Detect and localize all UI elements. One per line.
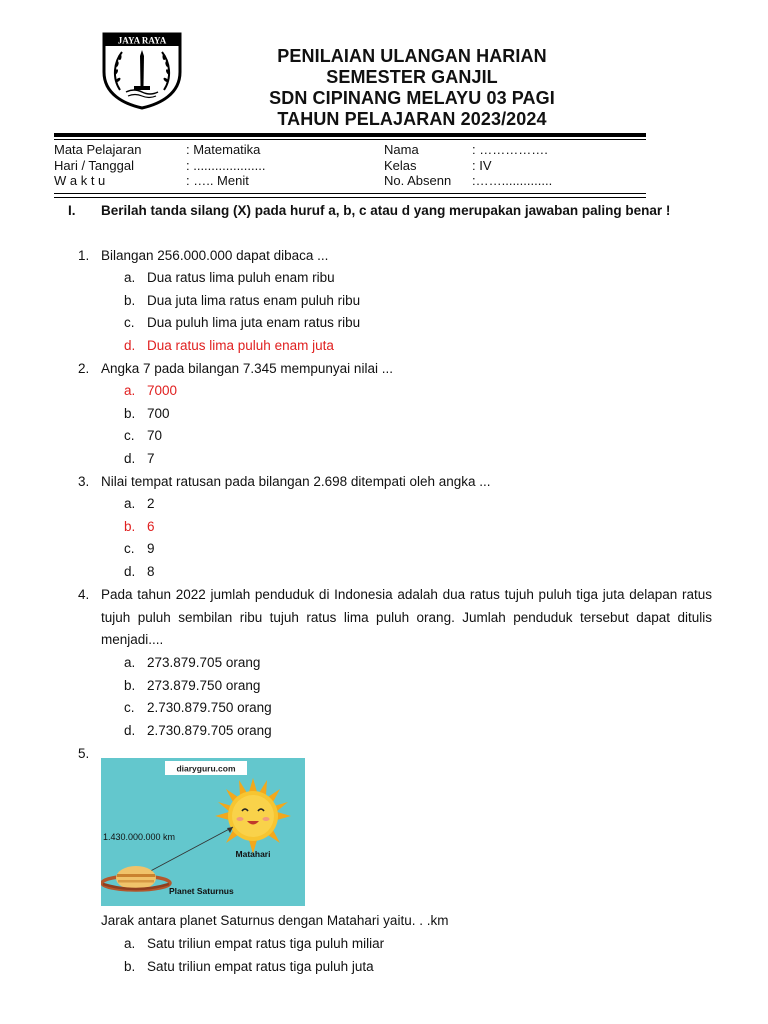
info-divider-2	[54, 197, 646, 198]
option-letter: a.	[124, 655, 136, 670]
info-value: : IV	[472, 157, 492, 173]
option-text: 273.879.705 orang	[147, 655, 261, 670]
option-letter: b.	[124, 678, 136, 693]
info-value: :……..............	[472, 173, 553, 188]
option-text: Dua ratus lima puluh enam juta	[147, 338, 334, 353]
info-label: Kelas	[384, 157, 417, 173]
option-text: 2.730.879.705 orang	[147, 723, 272, 738]
option-letter: a.	[124, 270, 136, 285]
info-label: Mata Pelajaran	[54, 142, 142, 157]
info-value: : ....................	[186, 157, 266, 173]
option-letter: c.	[124, 541, 135, 556]
info-label: Nama	[384, 142, 419, 157]
option-letter: a.	[124, 496, 136, 511]
option-text: 273.879.750 orang	[147, 678, 261, 693]
school-logo	[98, 28, 186, 110]
option-letter: d.	[124, 564, 136, 579]
option-letter: c.	[124, 700, 135, 715]
title-line: PENILAIAN ULANGAN HARIAN	[277, 46, 547, 66]
info-label: Hari / Tanggal	[54, 157, 134, 173]
title-line: SDN CIPINANG MELAYU 03 PAGI	[269, 88, 555, 108]
option-text: 9	[147, 541, 155, 556]
option-letter: b.	[124, 406, 136, 421]
info-label: No. Absenn	[384, 173, 452, 188]
question-number: 3.	[78, 474, 90, 489]
info-row	[54, 158, 654, 174]
option-letter: b.	[124, 293, 136, 308]
sun-label: Matahari	[235, 849, 271, 859]
option-letter: d.	[124, 338, 136, 353]
exam-title	[200, 46, 624, 130]
option-text: Dua ratus lima puluh enam ribu	[147, 270, 335, 285]
figure-source-label: diaryguru.com	[176, 763, 236, 774]
question-text: Jarak antara planet Saturnus dengan Matahari yaitu. . .km	[101, 913, 449, 928]
option-text: Satu triliun empat ratus tiga puluh miliar	[147, 936, 385, 951]
option-text: Dua puluh lima juta enam ratus ribu	[147, 315, 361, 330]
option-text: Satu triliun empat ratus tiga puluh juta	[147, 959, 374, 974]
option-text: 7	[147, 451, 155, 466]
question-number: 4.	[78, 587, 90, 602]
svg-text:JAYA RAYA: JAYA RAYA	[117, 35, 167, 46]
header-divider	[54, 133, 646, 137]
question-text: Pada tahun 2022 jumlah penduduk di Indonesia adalah dua ratus tujuh puluh tiga juta delapan ratus tujuh puluh sembilan ribu tujuh ratus lima puluh orang. Jumlah penduduk tersebut dapat ditulis menjadi....	[101, 587, 712, 647]
question-number: 1.	[78, 248, 90, 263]
info-row	[54, 173, 654, 189]
info-value: : ….. Menit	[186, 173, 249, 188]
planet-label: Planet Saturnus	[169, 886, 234, 896]
question-number: 2.	[78, 361, 90, 376]
option-text: 2	[147, 496, 155, 511]
option-letter: a.	[124, 383, 136, 398]
option-letter: d.	[124, 451, 136, 466]
option-letter: c.	[124, 315, 135, 330]
distance-label: 1.430.000.000 km	[103, 832, 176, 842]
option-text: 6	[147, 519, 155, 534]
info-value: : Matematika	[186, 142, 261, 157]
option-letter: d.	[124, 723, 136, 738]
student-info	[54, 142, 654, 189]
question-text: Bilangan 256.000.000 dapat dibaca ...	[101, 248, 329, 263]
option-text: Dua juta lima ratus enam puluh ribu	[147, 293, 361, 308]
option-text: 7000	[147, 383, 178, 398]
option-text: 8	[147, 564, 155, 579]
option-letter: c.	[124, 428, 135, 443]
option-letter: a.	[124, 936, 136, 951]
option-letter: b.	[124, 519, 136, 534]
header-divider-thin	[54, 139, 646, 140]
saturn-sun-illustration	[101, 758, 305, 906]
info-value: : …………….	[472, 142, 548, 157]
title-line: TAHUN PELAJARAN 2023/2024	[277, 109, 547, 129]
info-label: W a k t u	[54, 173, 106, 188]
title-line: SEMESTER GANJIL	[326, 67, 498, 87]
info-divider	[54, 193, 646, 194]
section-text: Berilah tanda silang (X) pada huruf a, b, c atau d yang merupakan jawaban paling benar !	[101, 203, 671, 218]
question-text: Nilai tempat ratusan pada bilangan 2.698 ditempati oleh angka ...	[101, 474, 491, 489]
option-letter: b.	[124, 959, 136, 974]
info-row	[54, 142, 654, 158]
option-text: 70	[147, 428, 163, 443]
question-text: Angka 7 pada bilangan 7.345 mempunyai nilai ...	[101, 361, 393, 376]
section-number: I.	[68, 203, 76, 218]
question-number: 5.	[78, 746, 90, 761]
option-text: 2.730.879.750 orang	[147, 700, 272, 715]
option-text: 700	[147, 406, 170, 421]
